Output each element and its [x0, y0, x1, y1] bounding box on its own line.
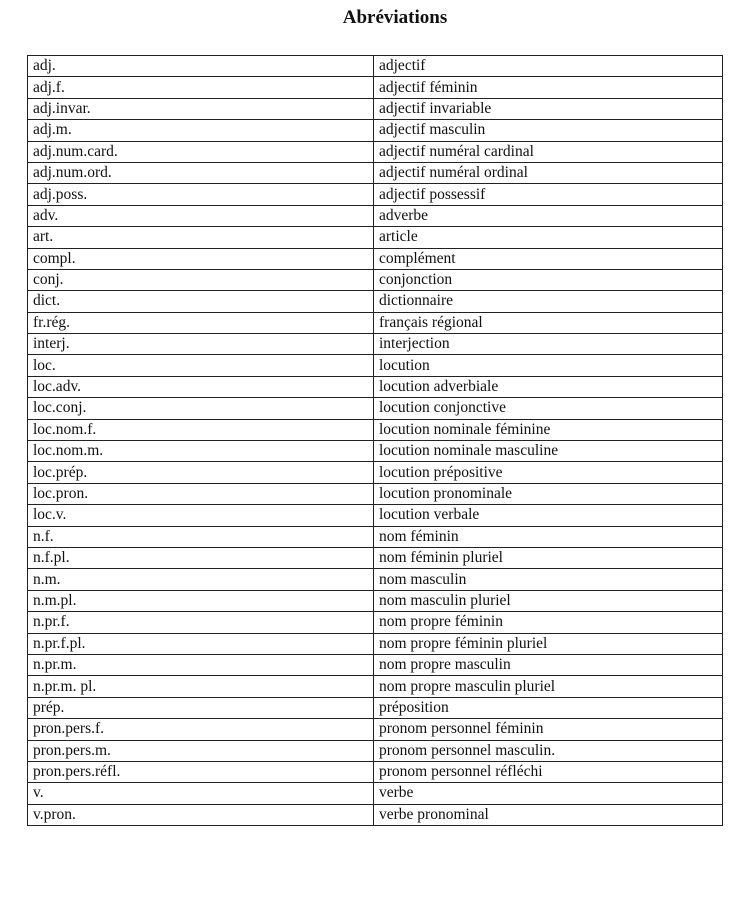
abbreviation-cell: adj.m. — [28, 120, 374, 141]
abbreviation-cell: loc.conj. — [28, 398, 374, 419]
abbreviation-cell: adj.poss. — [28, 184, 374, 205]
meaning-cell: adjectif numéral cardinal — [374, 141, 723, 162]
meaning-cell: verbe pronominal — [374, 804, 723, 825]
table-row — [28, 56, 723, 77]
abbreviation-cell: dict. — [28, 291, 374, 312]
abbreviations-table — [27, 55, 723, 826]
meaning-cell: adverbe — [374, 205, 723, 226]
table-row — [28, 569, 723, 590]
table-row — [28, 654, 723, 675]
table-row — [28, 419, 723, 440]
meaning-cell: nom propre masculin — [374, 654, 723, 675]
table-row — [28, 77, 723, 98]
table-row — [28, 334, 723, 355]
meaning-cell: nom masculin pluriel — [374, 590, 723, 611]
table-row — [28, 783, 723, 804]
table-row — [28, 547, 723, 568]
table-row — [28, 612, 723, 633]
abbreviation-cell: art. — [28, 227, 374, 248]
meaning-cell: locution prépositive — [374, 462, 723, 483]
abbreviation-cell: v.pron. — [28, 804, 374, 825]
meaning-cell: pronom personnel féminin — [374, 719, 723, 740]
table-row — [28, 227, 723, 248]
table-row — [28, 398, 723, 419]
table-row — [28, 441, 723, 462]
abbreviation-cell: pron.pers.m. — [28, 740, 374, 761]
meaning-cell: adjectif invariable — [374, 98, 723, 119]
table-row — [28, 761, 723, 782]
page-title: Abréviations — [342, 7, 448, 28]
meaning-cell: conjonction — [374, 269, 723, 290]
table-row — [28, 248, 723, 269]
abbreviation-cell: prép. — [28, 697, 374, 718]
table-row — [28, 98, 723, 119]
table-row — [28, 505, 723, 526]
meaning-cell: verbe — [374, 783, 723, 804]
meaning-cell: dictionnaire — [374, 291, 723, 312]
table-row — [28, 269, 723, 290]
meaning-cell: article — [374, 227, 723, 248]
table-row — [28, 804, 723, 825]
table-row — [28, 312, 723, 333]
abbreviation-cell: loc.v. — [28, 505, 374, 526]
abbreviation-cell: adv. — [28, 205, 374, 226]
table-row — [28, 184, 723, 205]
abbreviation-cell: loc.pron. — [28, 483, 374, 504]
abbreviation-cell: loc.prép. — [28, 462, 374, 483]
table-row — [28, 462, 723, 483]
meaning-cell: complément — [374, 248, 723, 269]
table-row — [28, 590, 723, 611]
meaning-cell: nom propre féminin — [374, 612, 723, 633]
abbreviation-cell: adj.invar. — [28, 98, 374, 119]
meaning-cell: préposition — [374, 697, 723, 718]
meaning-cell: français régional — [374, 312, 723, 333]
abbreviation-cell: loc.adv. — [28, 376, 374, 397]
abbreviation-cell: pron.pers.réfl. — [28, 761, 374, 782]
abbreviation-cell: adj.f. — [28, 77, 374, 98]
table-row — [28, 483, 723, 504]
meaning-cell: adjectif masculin — [374, 120, 723, 141]
abbreviation-cell: n.m.pl. — [28, 590, 374, 611]
abbreviation-cell: n.f. — [28, 526, 374, 547]
table-row — [28, 205, 723, 226]
meaning-cell: locution — [374, 355, 723, 376]
table-row — [28, 526, 723, 547]
abbreviation-cell: n.pr.m. — [28, 654, 374, 675]
table-row — [28, 676, 723, 697]
meaning-cell: locution pronominale — [374, 483, 723, 504]
table-row — [28, 376, 723, 397]
meaning-cell: locution conjonctive — [374, 398, 723, 419]
abbreviation-cell: n.pr.f. — [28, 612, 374, 633]
table-row — [28, 162, 723, 183]
abbreviation-cell: loc.nom.f. — [28, 419, 374, 440]
abbreviation-cell: pron.pers.f. — [28, 719, 374, 740]
meaning-cell: nom propre masculin pluriel — [374, 676, 723, 697]
abbreviation-cell: adj. — [28, 56, 374, 77]
table-row — [28, 355, 723, 376]
abbreviation-cell: loc.nom.m. — [28, 441, 374, 462]
meaning-cell: pronom personnel réfléchi — [374, 761, 723, 782]
abbreviation-cell: loc. — [28, 355, 374, 376]
abbreviation-cell: n.pr.f.pl. — [28, 633, 374, 654]
abbreviation-cell: adj.num.ord. — [28, 162, 374, 183]
abbreviation-cell: interj. — [28, 334, 374, 355]
abbreviation-cell: n.m. — [28, 569, 374, 590]
meaning-cell: nom masculin — [374, 569, 723, 590]
table-row — [28, 697, 723, 718]
abbreviation-cell: compl. — [28, 248, 374, 269]
abbreviation-cell: conj. — [28, 269, 374, 290]
meaning-cell: adjectif féminin — [374, 77, 723, 98]
meaning-cell: nom propre féminin pluriel — [374, 633, 723, 654]
meaning-cell: locution verbale — [374, 505, 723, 526]
meaning-cell: locution nominale masculine — [374, 441, 723, 462]
meaning-cell: adjectif — [374, 56, 723, 77]
table-row — [28, 141, 723, 162]
meaning-cell: pronom personnel masculin. — [374, 740, 723, 761]
meaning-cell: adjectif possessif — [374, 184, 723, 205]
meaning-cell: locution nominale féminine — [374, 419, 723, 440]
abbreviation-cell: adj.num.card. — [28, 141, 374, 162]
abbreviation-cell: v. — [28, 783, 374, 804]
meaning-cell: interjection — [374, 334, 723, 355]
meaning-cell: nom féminin pluriel — [374, 547, 723, 568]
table-row — [28, 719, 723, 740]
meaning-cell: nom féminin — [374, 526, 723, 547]
abbreviation-cell: n.pr.m. pl. — [28, 676, 374, 697]
meaning-cell: locution adverbiale — [374, 376, 723, 397]
table-row — [28, 740, 723, 761]
abbreviation-cell: fr.rég. — [28, 312, 374, 333]
table-row — [28, 120, 723, 141]
table-row — [28, 291, 723, 312]
table-row — [28, 633, 723, 654]
meaning-cell: adjectif numéral ordinal — [374, 162, 723, 183]
abbreviations-table-body — [28, 56, 723, 826]
abbreviation-cell: n.f.pl. — [28, 547, 374, 568]
